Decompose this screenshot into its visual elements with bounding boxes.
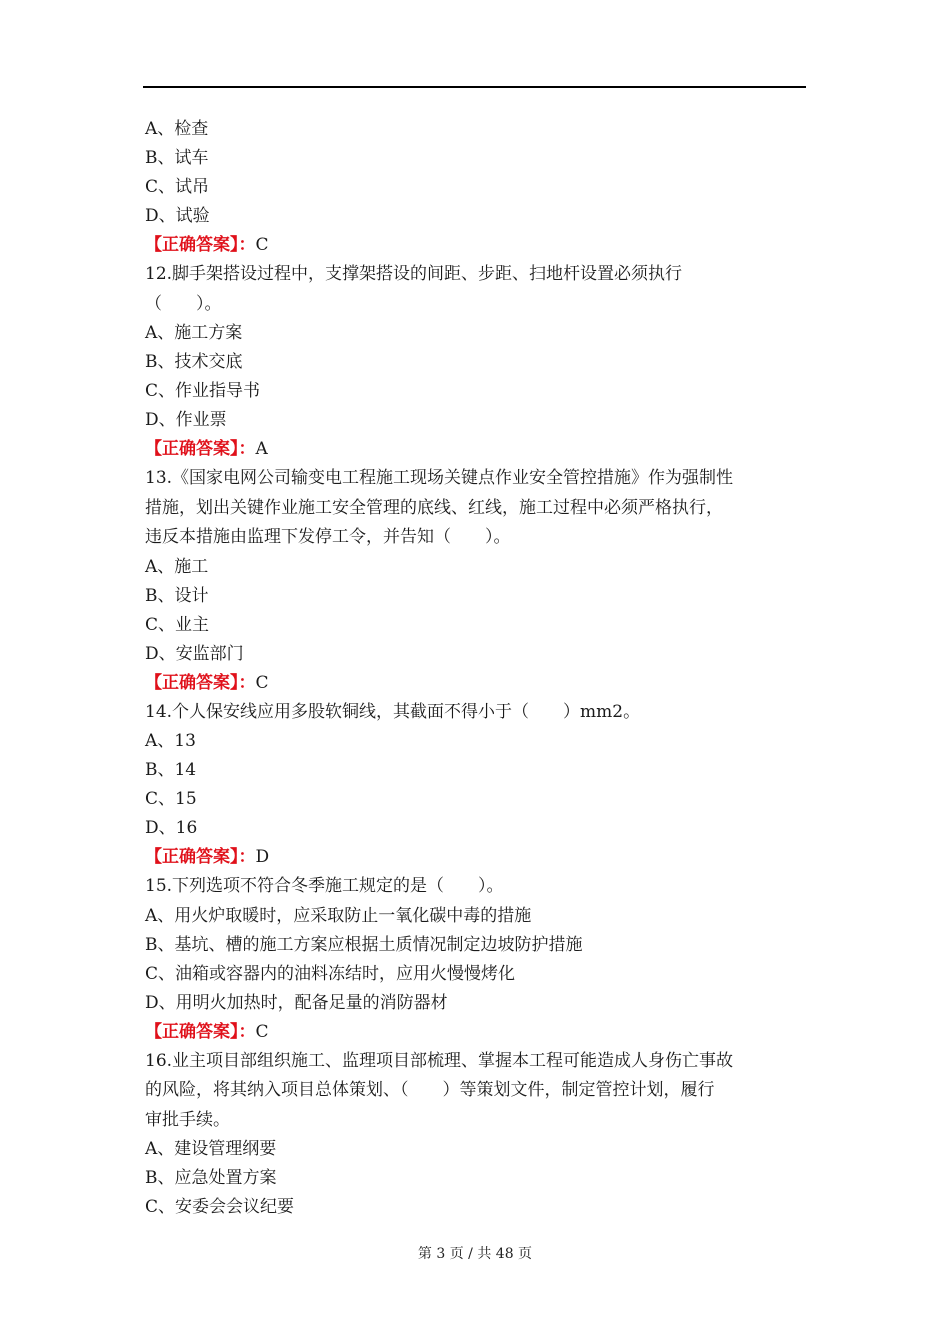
answer-line <box>145 1018 810 1047</box>
option-item: C、安委会会议纪要 <box>145 1197 295 1217</box>
option-item: B、设计 <box>145 585 209 606</box>
answer-value: C <box>255 235 269 255</box>
option-item: D、用明火加热时，配备足量的消防器材 <box>145 992 448 1013</box>
option-item: B、14 <box>145 760 197 780</box>
option-item: C、油箱或容器内的油料冻结时，应用火慢慢烤化 <box>145 963 516 984</box>
option-item: B、应急处置方案 <box>145 1168 277 1188</box>
question-text: 14.个人保安线应用多股软铜线，其截面不得小于（ ）mm2。 <box>145 701 641 722</box>
question-text: 12.脚手架搭设过程中，支撑架搭设的间距、步距、扫地杆设置必须执行 <box>145 264 683 284</box>
question-text: （ ）。 <box>145 293 222 314</box>
answer-label: 【正确答案】： <box>145 847 256 867</box>
option-item: A、检查 <box>145 119 209 139</box>
option-item: D、安监部门 <box>145 643 244 664</box>
option-item: C、试吊 <box>145 177 210 197</box>
option-item: A、施工方案 <box>145 323 243 343</box>
answer-label: 【正确答案】： <box>145 235 256 255</box>
option-item: A、施工 <box>145 556 209 577</box>
question-text: 违反本措施由监理下发停工令，并告知（ ）。 <box>145 527 511 547</box>
answer-value: A <box>255 439 268 459</box>
option-item: D、16 <box>145 818 198 838</box>
option-item: B、基坑、槽的施工方案应根据土质情况制定边坡防护措施 <box>145 934 583 955</box>
answer-label: 【正确答案】： <box>145 1021 256 1042</box>
question-text: 13.《国家电网公司输变电工程施工现场关键点作业安全管控措施》作为强制性 <box>145 468 734 488</box>
page-footer: 第 3 页 / 共 48 页 <box>417 1246 533 1262</box>
option-item: B、试车 <box>145 148 209 168</box>
question-text: 审批手续。 <box>145 1109 230 1130</box>
exam-content <box>145 115 810 1222</box>
question-text: 的风险，将其纳入项目总体策划、（ ）等策划文件，制定管控计划，履行 <box>145 1080 715 1100</box>
option-item: A、用火炉取暖时，应采取防止一氧化碳中毒的措施 <box>145 905 532 926</box>
answer-label: 【正确答案】： <box>145 672 256 693</box>
answer-label: 【正确答案】： <box>145 439 256 459</box>
option-item: C、业主 <box>145 614 210 635</box>
answer-value: D <box>255 847 270 867</box>
question-text: 16.业主项目部组织施工、监理项目部梳理、掌握本工程可能造成人身伤亡事故 <box>145 1050 734 1071</box>
option-item: B、技术交底 <box>145 352 243 372</box>
question-text: 15.下列选项不符合冬季施工规定的是（ ）。 <box>145 876 504 896</box>
answer-value: C <box>255 672 269 693</box>
answer-line <box>145 231 810 260</box>
option-item: D、试验 <box>145 206 210 226</box>
option-item: A、13 <box>145 731 196 751</box>
option-item: D、作业票 <box>145 410 227 430</box>
answer-value: C <box>255 1021 269 1042</box>
header-rule <box>143 86 806 88</box>
question-text: 措施，划出关键作业施工安全管理的底线、红线，施工过程中必须严格执行， <box>145 497 723 518</box>
option-item: A、建设管理纲要 <box>145 1139 277 1159</box>
answer-line <box>145 669 810 698</box>
option-item: C、作业指导书 <box>145 381 261 401</box>
answer-line <box>145 843 810 872</box>
option-item: C、15 <box>145 789 197 809</box>
answer-line <box>145 435 810 464</box>
